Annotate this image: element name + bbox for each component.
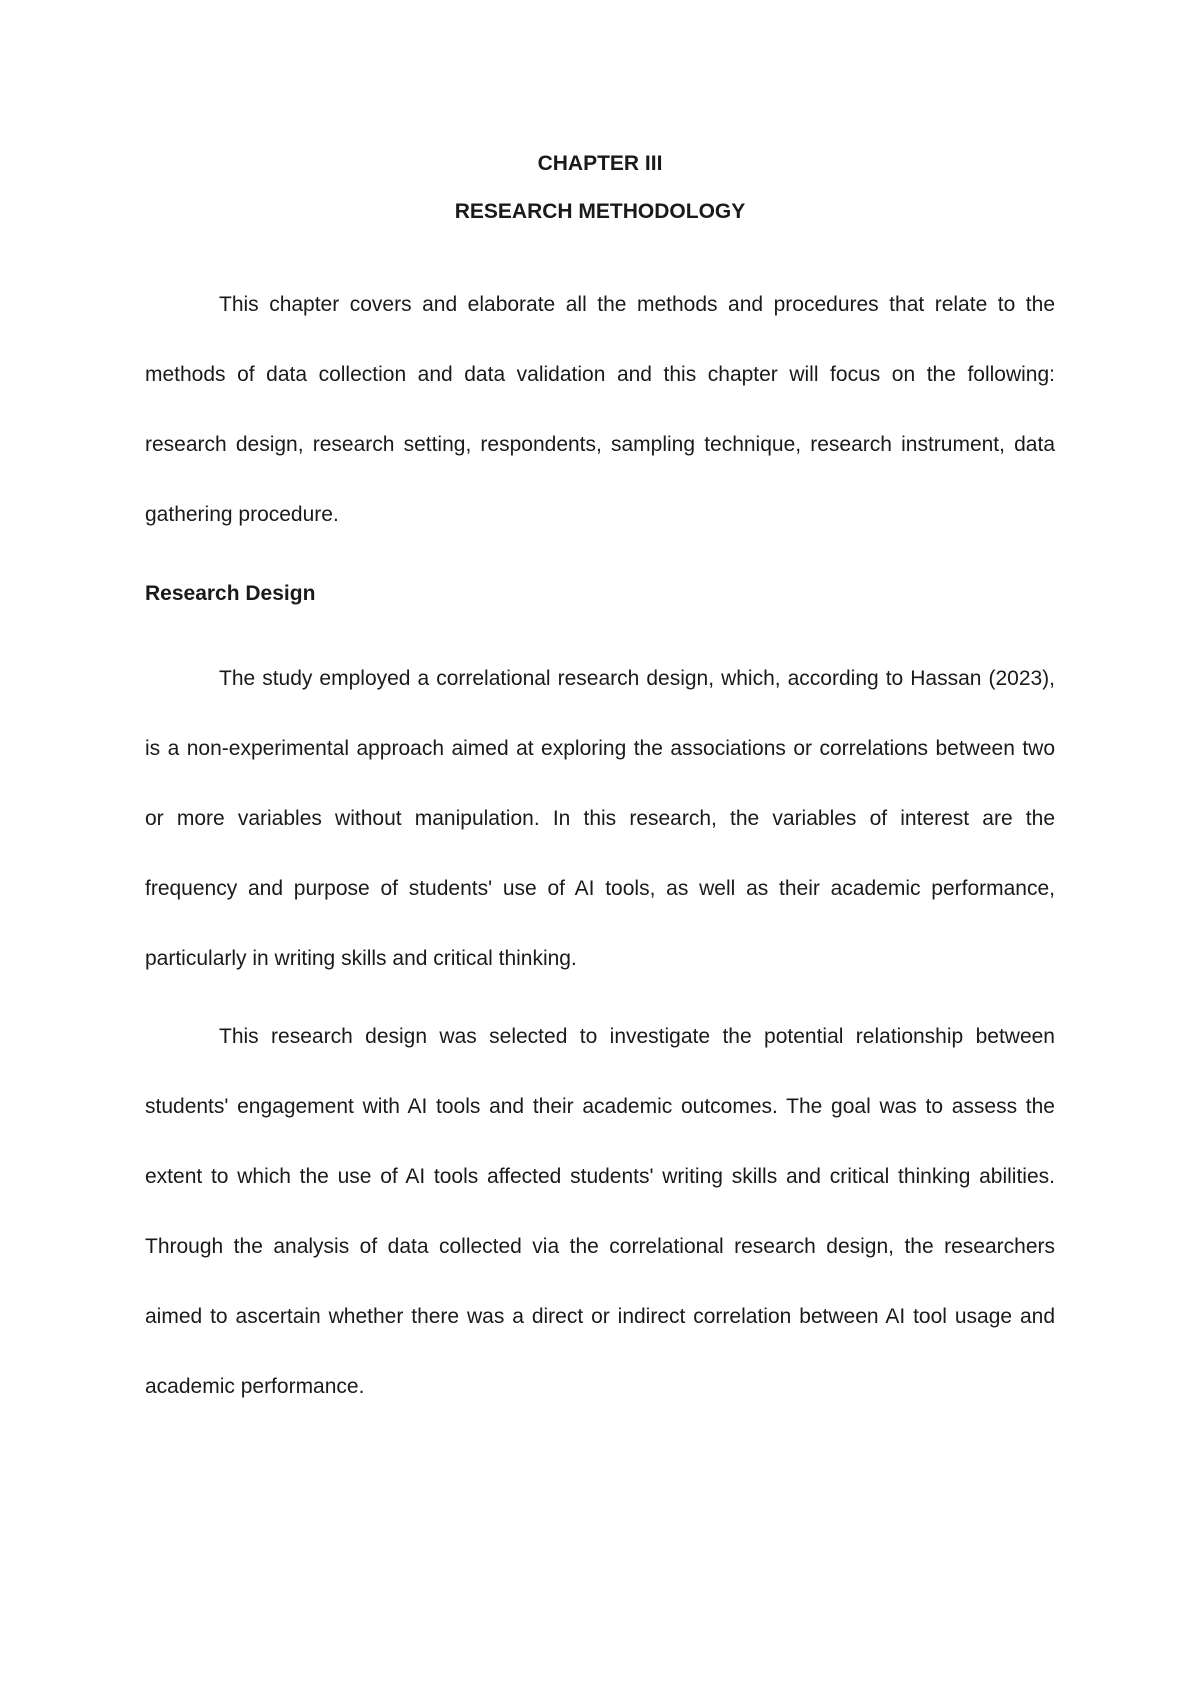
chapter-label: CHAPTER III [537, 152, 663, 175]
section-heading-research-design: Research Design [145, 582, 316, 605]
chapter-title: RESEARCH METHODOLOGY [454, 200, 746, 223]
document-content [145, 140, 1055, 1422]
research-design-paragraph: The study employed a correlational research design, which, according to Hassan (2023), is a non-experimental approach aimed at exploring the associations or correlations between two or more variables without manipulation. In this research, the variables of interest are the frequency and purpose of students' use of AI tools, as well as their academic performance, particularly in writing skills and critical thinking. [145, 667, 1055, 970]
intro-paragraph: This chapter covers and elaborate all the methods and procedures that relate to the methods of data collection and data validation and this chapter will focus on the following: research design, research setting, respondents, sampling technique, research instrument, data gathering procedure. [145, 293, 1055, 526]
research-design-paragraph: This research design was selected to investigate the potential relationship between students' engagement with AI tools and their academic outcomes. The goal was to assess the extent to which the use of AI tools affected students' writing skills and critical thinking abilities. Through the analysis of data collected via the correlational research design, the researchers aimed to ascertain whether there was a direct or indirect correlation between AI tool usage and academic performance. [145, 1025, 1055, 1398]
